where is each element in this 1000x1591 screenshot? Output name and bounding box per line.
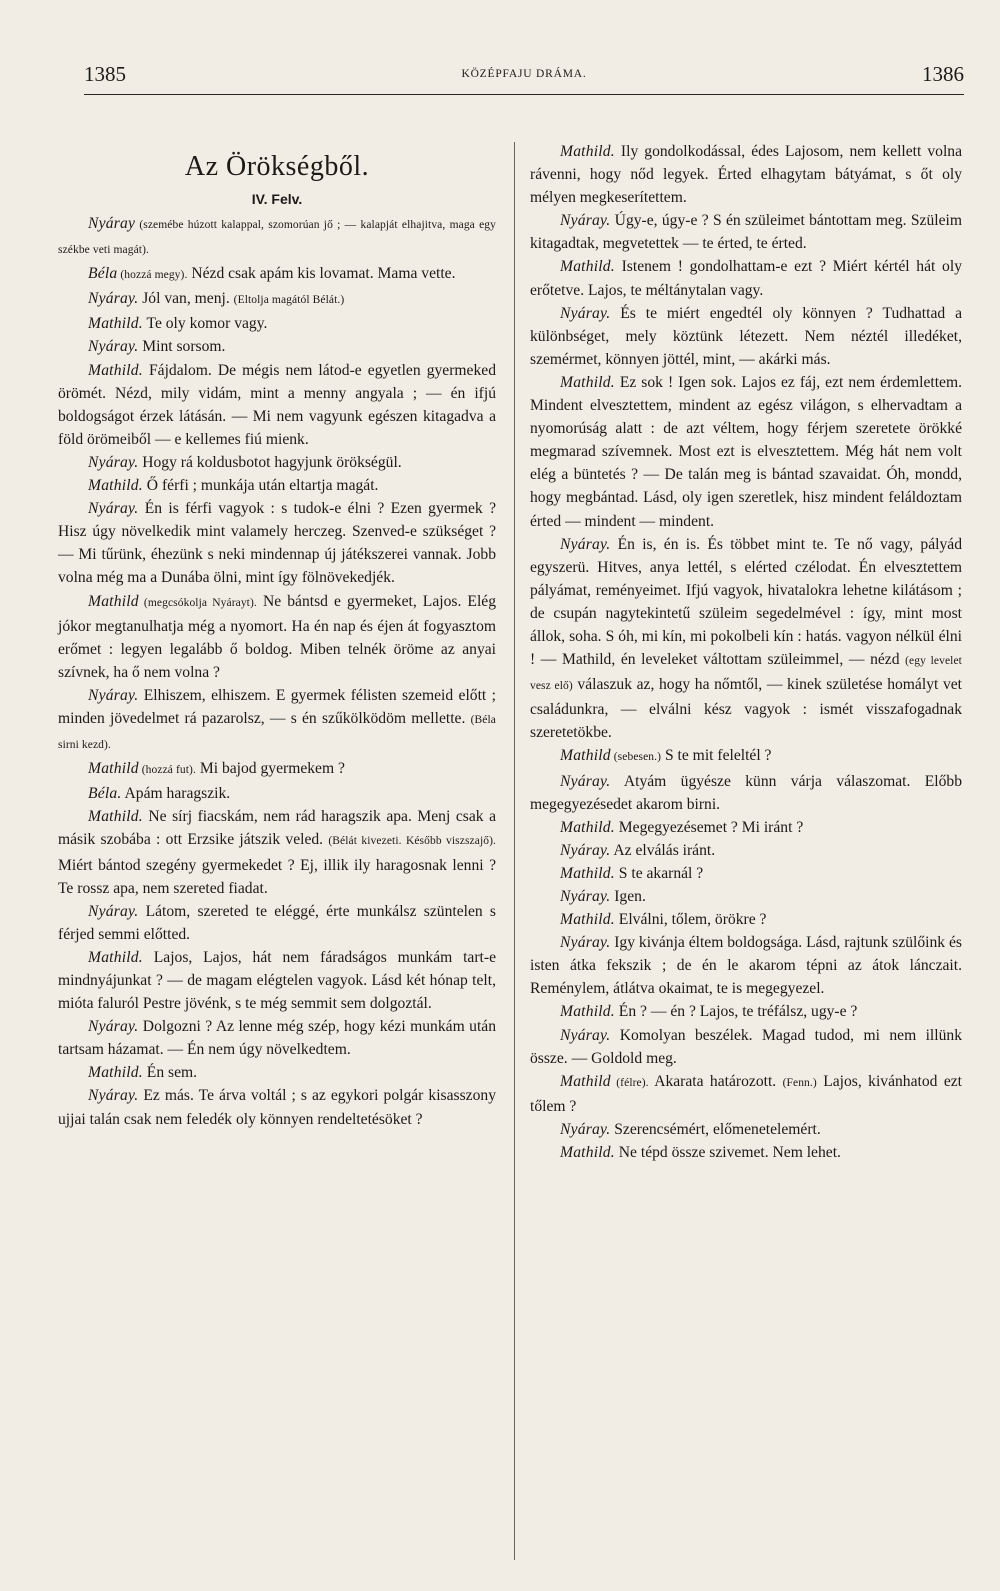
dialogue-text: Jól van, menj. [138, 290, 234, 308]
stage-direction: (Béla sirni kezd). [58, 713, 496, 752]
speaker-name: Mathild. [560, 1144, 615, 1162]
header-rule [84, 94, 964, 95]
dialogue-text: S te akarnál ? [614, 864, 704, 882]
dialogue-text: Mi bajod gyermekem ? [195, 760, 345, 778]
dialogue-text: Ez más. Te árva voltál ; s az egykori polgár kisasszony ujjai talán csak nem feledék oly könnyen rendeltetésöket ? [58, 1087, 496, 1128]
dialogue-paragraph [58, 946, 496, 1015]
dialogue-paragraph [530, 1024, 962, 1070]
speaker-name: Mathild. [88, 1064, 143, 1082]
dialogue-paragraph [530, 1141, 962, 1164]
dialogue-paragraph [530, 302, 962, 371]
right-column [530, 140, 962, 1164]
dialogue-text: Lajos, kivánhatod ezt tőlem ? [530, 1072, 963, 1115]
dialogue-text: Nézd csak apám kis lovamat. Mama vette. [187, 265, 456, 283]
act-heading: IV. Felv. [251, 191, 303, 207]
speaker-name: Nyáray. [88, 290, 139, 308]
dialogue-text: S te mit feleltél ? [661, 747, 772, 765]
speaker-name: Mathild. [560, 143, 615, 160]
dialogue-paragraph [58, 684, 496, 757]
speaker-name: Mathild [560, 1072, 611, 1090]
dialogue-text: Én is férfi vagyok : s tudok-e élni ? Ezen gyermek ? Hisz úgy növelkedik mint valamely herczeg. Szenved-e szükséget ? — Mi tűrünk, éhezünk s neki mindennap új játékszerei vannak. Jobb volna még ma a Dunába ölni, mint így fölnövekedjék. [58, 500, 496, 587]
speaker-name: Nyáray. [560, 535, 611, 553]
stage-direction: (szemébe húzott kalappal, szomorúan jő ; — kalapját elhajitva, maga egy székbe veti magát). [58, 219, 496, 257]
dialogue-paragraph [58, 359, 496, 451]
stage-direction: (egy levelet vesz elő) [530, 655, 962, 693]
stage-direction: (Fenn.) [782, 1076, 817, 1089]
stage-direction: (hozzá megy). [117, 269, 188, 282]
dialogue-paragraph [530, 1000, 962, 1023]
dialogue-paragraph [530, 140, 962, 209]
dialogue-paragraph [530, 931, 962, 1000]
speaker-name: Nyáray. [560, 304, 611, 322]
dialogue-text: Én sem. [142, 1064, 198, 1082]
dialogue-paragraph [58, 900, 496, 946]
speaker-name: Mathild. [560, 864, 615, 882]
dialogue-paragraph [58, 757, 496, 782]
dialogue-paragraph [530, 255, 962, 301]
speaker-name: Mathild. [88, 315, 143, 333]
stage-direction: (Eltolja magától Bélát.) [233, 294, 345, 307]
dialogue-paragraph [58, 1015, 496, 1061]
speaker-name: Nyáray. [560, 1026, 611, 1044]
column-divider [514, 142, 515, 1560]
dialogue-text: Lajos, Lajos, hát nem fáradságos munkám tart-e mindnyájunkat ? — de magam elégtelen vagyok. Lásd két hónap telt, mióta faluról Pestre jövénk, s te még semmit sem dolgoztál. [58, 948, 496, 1013]
dialogue-text: Megegyezésemet ? Mi iránt ? [614, 818, 804, 836]
speaker-name: Mathild. [560, 258, 615, 276]
dialogue-paragraph [530, 1118, 962, 1141]
speaker-name: Mathild. [560, 373, 615, 391]
speaker-name: Nyáray [88, 215, 136, 232]
speaker-name: Nyáray. [88, 686, 139, 704]
left-column-body [58, 212, 496, 1131]
dialogue-text: Mint sorsom. [138, 338, 226, 356]
dialogue-paragraph [58, 287, 496, 312]
dialogue-text: Dolgozni ? Az lenne még szép, hogy kézi munkám után tartsam házamat. — Én nem úgy növelkedtem. [58, 1018, 496, 1059]
speaker-name: Mathild [88, 592, 139, 610]
dialogue-text: Elhiszem, elhiszem. E gyermek félisten szemeid előtt ; minden jövedelmet rá pazarolsz, — s én szűkölködöm mellette. [58, 686, 496, 727]
dialogue-text: Miért bántod szegény gyermekedet ? Ej, illik ily haragosnak lenni ? Te rossz apa, nem szereted fiadat. [58, 856, 496, 897]
dialogue-text: válaszuk az, hogy ha nőmtől, — kinek születése homályt vet családunkra, — elválni kész vagyok : ismét visszafogadnak szeretetökbe. [530, 676, 962, 742]
speaker-name: Mathild. [88, 361, 143, 379]
dialogue-paragraph [530, 839, 962, 862]
dialogue-text: Ne bántsd e gyermeket, Lajos. Elég jókor megtanulhatja még a nyomort. Ha én nap és éjen át fogyasztom erőmet : legyen legalább ő boldog. Miben telnék öröme az anyai szívnek, ha ő nem volna ? [58, 592, 496, 681]
speaker-name: Mathild. [88, 477, 143, 495]
running-title: KÖZÉPFAJU DRÁMA. [461, 68, 587, 80]
dialogue-text: Ő férfi ; munkája után eltartja magát. [142, 477, 379, 495]
speaker-name: Mathild [560, 747, 611, 765]
speaker-name: Mathild [88, 760, 139, 778]
speaker-name: Mathild. [560, 911, 615, 929]
dialogue-paragraph [58, 805, 496, 899]
dialogue-paragraph [58, 451, 496, 474]
dialogue-text: Ily gondolkodással, édes Lajosom, nem kellett volna rávenni, hogy nőd legyek. Érted elhagytam bátyámat, s őt oly mélyen megkeserítettem. [530, 143, 962, 207]
article-title: Az Örökségből. [184, 151, 370, 182]
speaker-name: Béla. [88, 785, 122, 803]
speaker-name: Nyáray. [560, 841, 611, 859]
speaker-name: Béla [88, 265, 118, 283]
dialogue-text: Szerencsémért, előmenetelemért. [610, 1120, 821, 1138]
dialogue-text: Apám haragszik. [121, 785, 231, 803]
dialogue-paragraph [530, 533, 962, 745]
dialogue-text: Igen. [610, 888, 646, 905]
stage-direction: (hozzá fut). [138, 764, 196, 777]
left-column [58, 150, 496, 1131]
dialogue-paragraph [530, 908, 962, 931]
dialogue-text: Én ? — én ? Lajos, te tréfálsz, ugy-e ? [614, 1003, 858, 1021]
dialogue-text: Ne sírj fiacskám, nem rád haragszik apa. Menj csak a másik szobába : ott Erzsike játszik veled. [58, 808, 496, 849]
speaker-name: Nyáray. [88, 1018, 139, 1036]
dialogue-text: Igy kivánja éltem boldogsága. Lásd, rajtunk szülőink és isten átka fekszik ; de én le akarom tépni az átok lánczait. Reménylem, átlátva okaimat, te is megegyezel. [530, 934, 962, 998]
speaker-name: Nyáray. [88, 1087, 139, 1105]
speaker-name: Mathild. [560, 818, 615, 836]
dialogue-text: Te oly komor vagy. [142, 315, 268, 333]
dialogue-paragraph [58, 335, 496, 358]
speaker-name: Nyáray. [88, 338, 139, 356]
speaker-name: Nyáray. [560, 934, 611, 952]
dialogue-paragraph [530, 1070, 962, 1118]
dialogue-paragraph [530, 209, 962, 255]
stage-direction: (félre). [610, 1076, 649, 1089]
page-number-left: 1385 [84, 62, 126, 86]
dialogue-text: Elválni, tőlem, örökre ? [614, 911, 767, 929]
dialogue-paragraph [58, 474, 496, 497]
dialogue-paragraph [530, 885, 962, 908]
dialogue-paragraph [530, 816, 962, 839]
dialogue-paragraph [58, 497, 496, 589]
dialogue-paragraph [58, 212, 496, 262]
dialogue-paragraph [58, 1061, 496, 1084]
page-header [84, 62, 964, 96]
speaker-name: Nyáray. [560, 212, 611, 230]
dialogue-text: És te miért engedtél oly könnyen ? Tudhattad a különbséget, mely köztünk létezett. Nem néztél illedéket, szemérmet, könnyen jöttél, mint, — akárki más. [530, 304, 962, 368]
dialogue-paragraph [58, 590, 496, 684]
dialogue-text: Komolyan beszélek. Magad tudod, mi nem illünk össze. — Goldold meg. [530, 1026, 962, 1067]
speaker-name: Nyáray. [560, 772, 611, 790]
stage-direction: (Bélát kivezeti. Később viszszajő). [328, 835, 496, 848]
dialogue-text: Ez sok ! Igen sok. Lajos ez fáj, ezt nem érdemlettem. Mindent elvesztettem, mindent az egész világon, s elhervadtam a nyomorúság alatt : de azt véltem, hogy férjem szeretete örökké megmarad szívemnek. Most ezt is elvesztettem. Még hát nem volt elég a büntetés ? — De talán meg is bántad szavaidat. Óh, mondd, hogy megbántad. Lásd, oly igen szeretlek, hisz mindent feláldoztam érted — mindent — mindent. [530, 373, 962, 530]
dialogue-text: Az elválás iránt. [610, 841, 716, 859]
dialogue-paragraph [530, 744, 962, 769]
dialogue-paragraph [58, 1084, 496, 1130]
dialogue-paragraph [58, 782, 496, 805]
speaker-name: Mathild. [88, 948, 143, 966]
right-column-body [530, 140, 962, 1164]
dialogue-text: Fájdalom. De mégis nem látod-e egyetlen gyermeked örömét. Nézd, mily vidám, mint a menny angyala ; — én ifjú boldogságot érzek látásán. — Mi nem vagyunk egészen kitagadva a föld örömeiből — e kellemes fiú mienk. [58, 361, 496, 448]
dialogue-paragraph [58, 312, 496, 335]
dialogue-text: Látom, szereted te eléggé, érte munkálsz szüntelen s férjed semmi előtted. [58, 902, 496, 943]
dialogue-text: Akarata határozott. [648, 1072, 783, 1090]
dialogue-text: Hogy rá koldusbotot hagyjunk örökségül. [138, 453, 402, 471]
dialogue-text: Úgy-e, úgy-e ? S én szüleimet bántottam meg. Szüleim kitagadtak, megvetettek — te érted, te érted. [530, 212, 962, 253]
speaker-name: Mathild. [560, 1003, 615, 1021]
dialogue-paragraph [530, 770, 962, 816]
dialogue-text: Atyám ügyésze künn várja válaszomat. Előbb megegyezésedet akarom birni. [530, 772, 962, 813]
speaker-name: Nyáray. [88, 902, 139, 920]
dialogue-text: Ne tépd össze szivemet. Nem lehet. [614, 1144, 841, 1162]
dialogue-paragraph [58, 262, 496, 287]
speaker-name: Nyáray. [88, 453, 139, 471]
stage-direction: (sebesen.) [610, 751, 662, 764]
dialogue-paragraph [530, 862, 962, 885]
stage-direction: (megcsókolja Nyárayt). [138, 596, 257, 609]
speaker-name: Nyáray. [560, 888, 611, 905]
speaker-name: Mathild. [88, 808, 143, 826]
speaker-name: Nyáray. [88, 500, 139, 518]
speaker-name: Nyáray. [560, 1120, 611, 1138]
page-number-right: 1386 [922, 62, 964, 86]
dialogue-text: Én is, én is. És többet mint te. Te nő vagy, pályád egyszerü. Hitves, anya lettél, s elérted czélodat. Én elvesztettem pályámat, reményeimet. Ifjú vagyok, hivatalokra lehetne kilátásom ; de csupán nagytekintetű szüleim segedelmével : így, mint most állok, soha. S óh, mi kín, mi pokolbeli kín : hatás. vagyon nélkül élni ! — Mathild, én leveleket váltottam szüleimmel, — nézd [530, 535, 962, 669]
dialogue-text: Istenem ! gondolhattam-e ezt ? Miért kértél hát oly erőtetve. Lajos, te méltánytalan vagy. [530, 258, 962, 299]
dialogue-paragraph [530, 371, 962, 533]
